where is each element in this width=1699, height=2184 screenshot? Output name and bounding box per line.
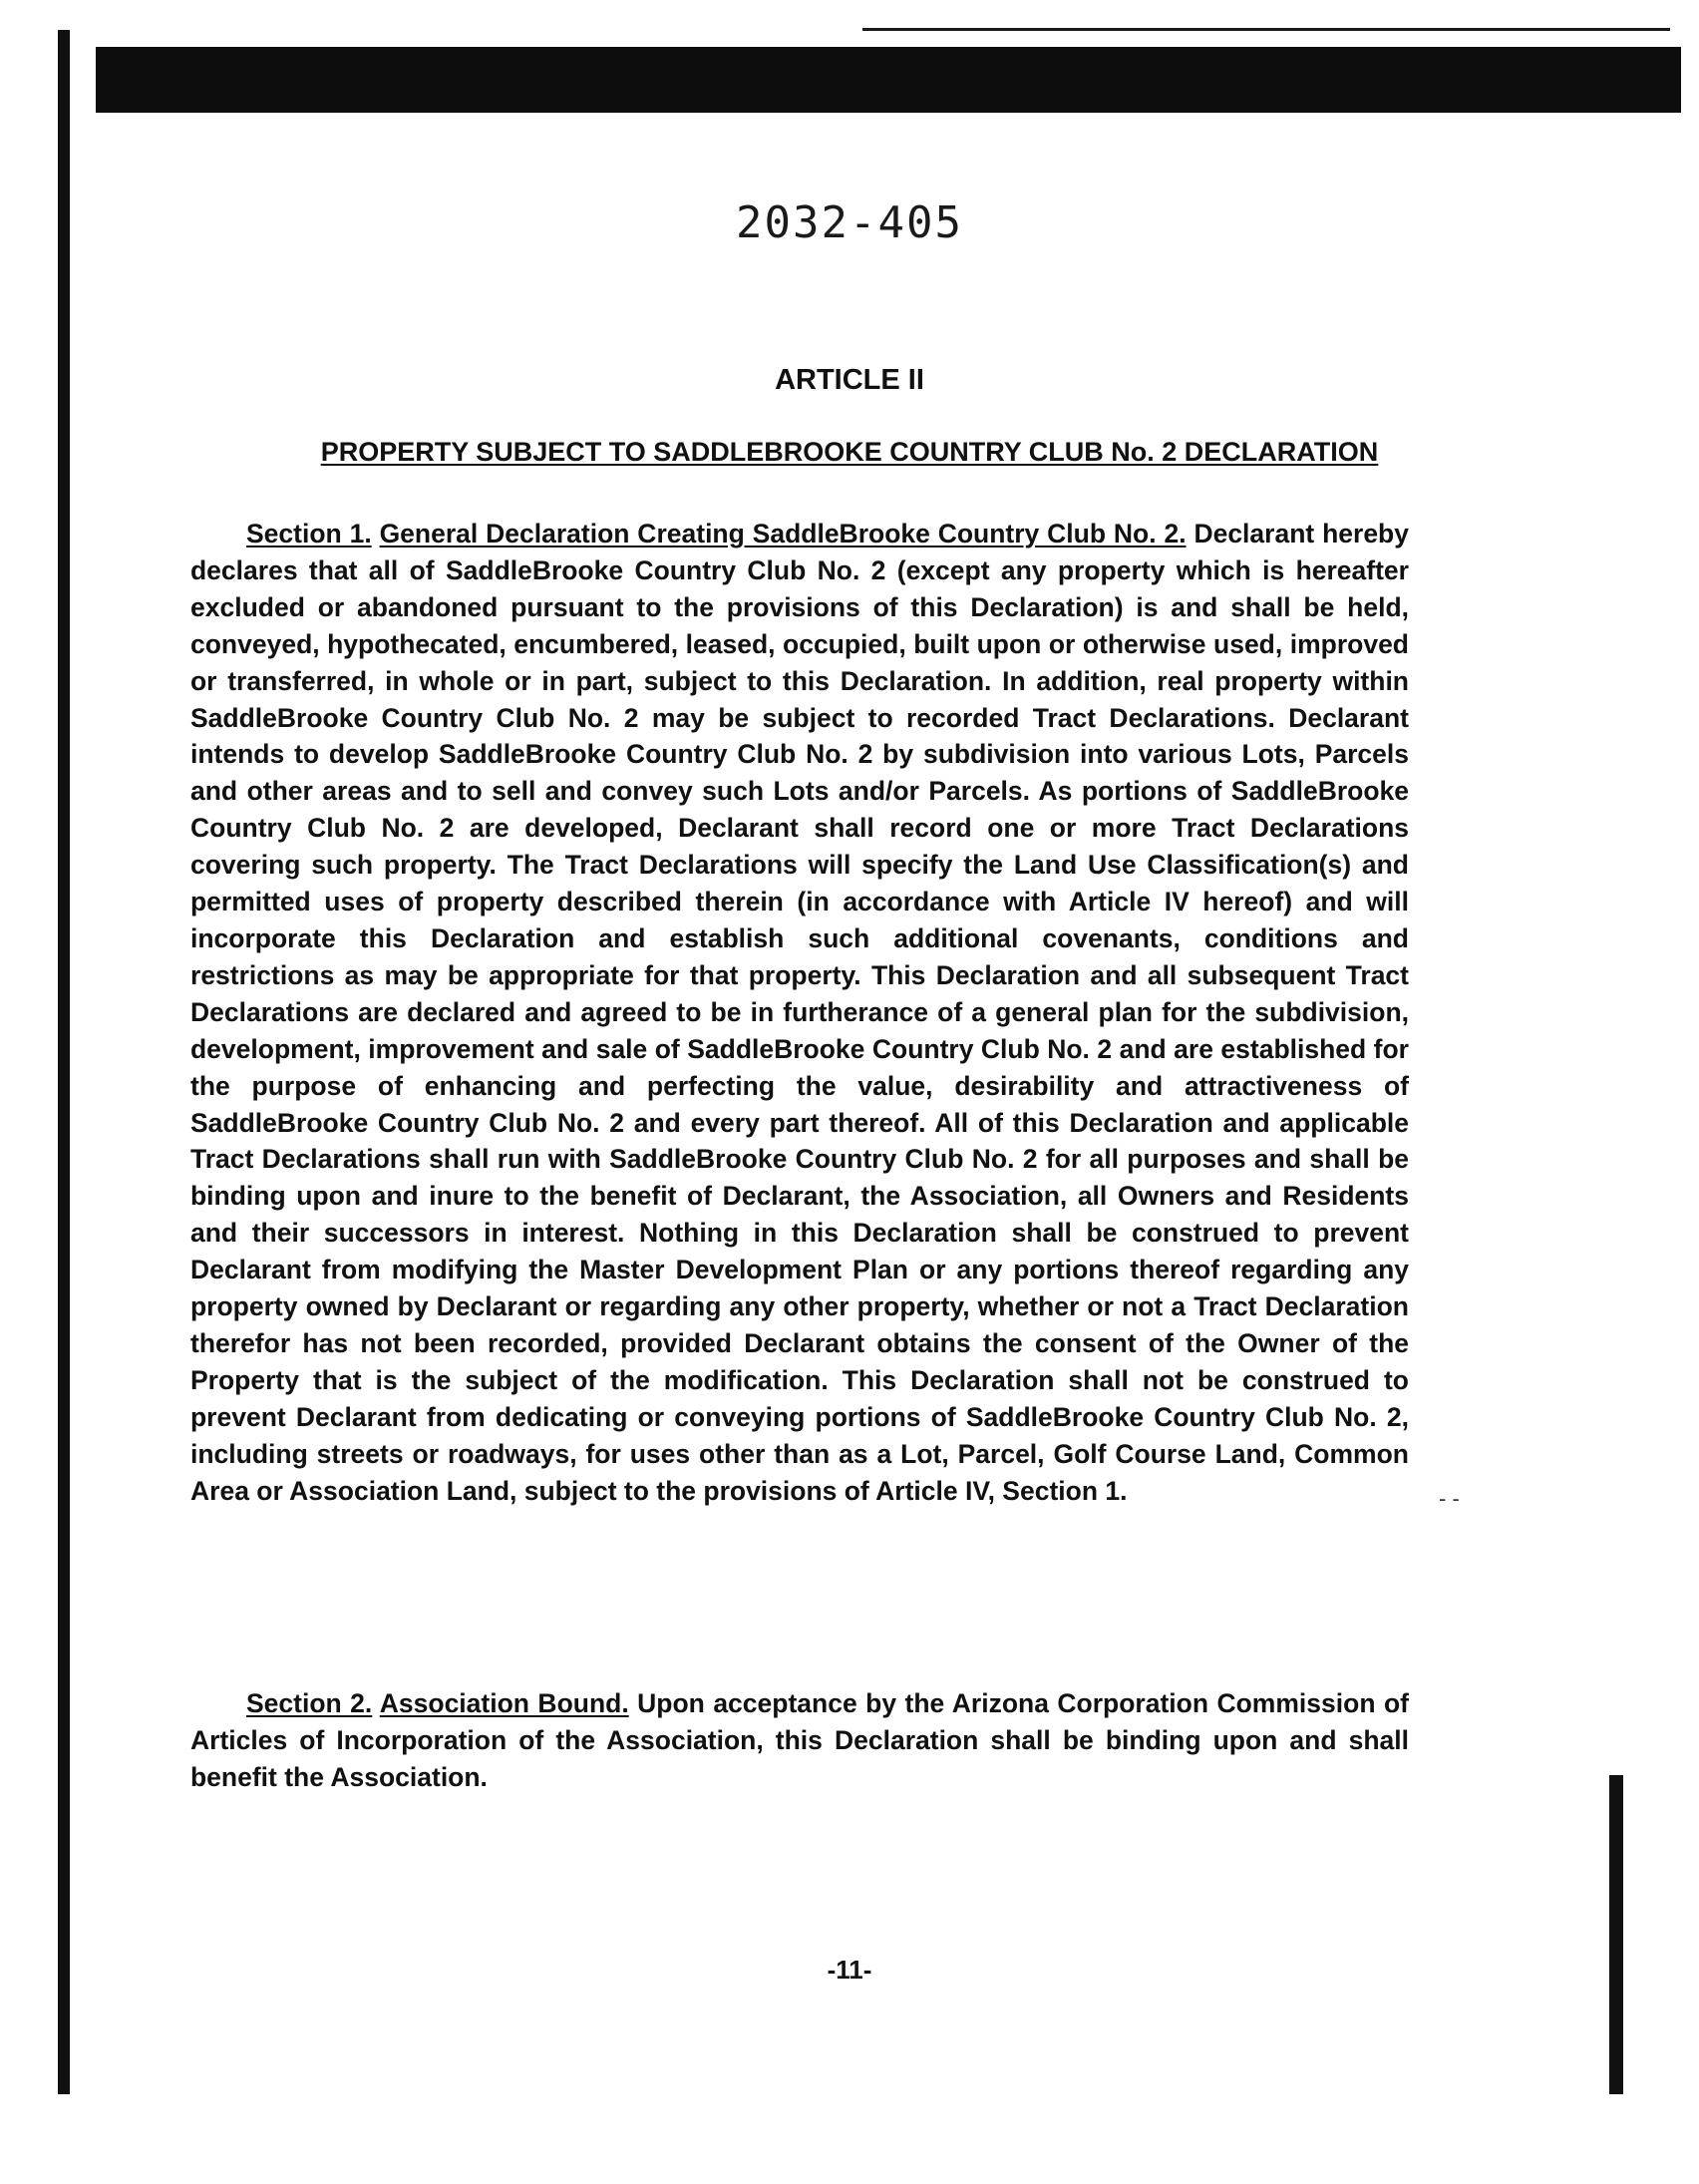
section-1-body: Declarant hereby declares that all of SaddleBrooke Country Club No. 2 (except any property which is hereafter excluded or abandoned pursuant to the provisions of this Declaration) is and shall be held, conveyed, hypothecated, encumbered, leased, occupied, built upon or otherwise used, improved or transferred, in whole or in part, subject to this Declaration. In addition, real property within SaddleBrooke Country Club No. 2 may be subject to recorded Tract Declarations. Declarant intends to develop SaddleBrooke Country Club No. 2 by subdivision into various Lots, Parcels and other areas and to sell and convey such Lots and/or Parcels. As portions of SaddleBrooke Country Club No. 2 are developed, Declarant shall record one or more Tract Declarations covering such property. The Tract Declarations will specify the Land Use Classification(s) and permitted uses of property described therein (in accordance with Article IV hereof) and will incorporate this Declaration and establish such additional covenants, conditions and restrictions as may be appropriate for that property. This Declaration and all subsequent Tract Declarations are declared and agreed to be in furtherance of a general plan for the subdivision, development, improvement and sale of SaddleBrooke Country Club No. 2 and are established for the purpose of enhancing and perfecting the value, desirability and attractiveness of SaddleBrooke Country Club No. 2 and every part thereof. All of this Declaration and applicable Tract Declarations shall run with SaddleBrooke Country Club No. 2 for all purposes and shall be binding upon and inure to the benefit of Declarant, the Association, all Owners and Residents and their successors in interest. Nothing in this Declaration shall be construed to prevent Declarant from modifying the Master Development Plan or any portions thereof regarding any property owned by Declarant or regarding any other property, whether or not a Tract Declaration therefor has not been recorded, provided Declarant obtains the consent of the Owner of the Property that is the subject of the modification. This Declaration shall not be construed to prevent Declarant from dedicating or conveying portions of SaddleBrooke Country Club No. 2, including streets or roadways, for uses other than as a Lot, Parcel, Golf Course Land, Common Area or Association Land, subject to the provisions of Article IV, Section 1.	[190, 519, 1409, 1506]
page-number: -11-	[827, 1955, 872, 1985]
section-2-label: Section 2.	[246, 1688, 373, 1718]
scan-left-edge	[58, 30, 70, 2094]
section-2-body: Upon acceptance by the Arizona Corporation Commission of Articles of Incorporation of the Association, this Declaration shall be binding upon and shall benefit the Association.	[190, 1688, 1409, 1792]
section-2	[190, 1685, 1409, 1796]
document-number: 2032-405	[736, 197, 963, 248]
margin-marks: - -	[1439, 1486, 1460, 1511]
scan-top-bar	[96, 47, 1681, 113]
section-1	[190, 516, 1409, 1509]
section-2-title: Association Bound.	[379, 1688, 629, 1718]
article-title: PROPERTY SUBJECT TO SADDLEBROOKE COUNTRY CLUB No. 2 DECLARATION	[320, 437, 1379, 467]
section-1-label: Section 1.	[246, 519, 372, 548]
article-heading: ARTICLE II	[775, 364, 924, 396]
top-rule	[862, 28, 1670, 31]
section-1-title: General Declaration Creating SaddleBrooke Country Club No. 2.	[379, 519, 1187, 548]
scan-right-edge	[1609, 1775, 1623, 2094]
